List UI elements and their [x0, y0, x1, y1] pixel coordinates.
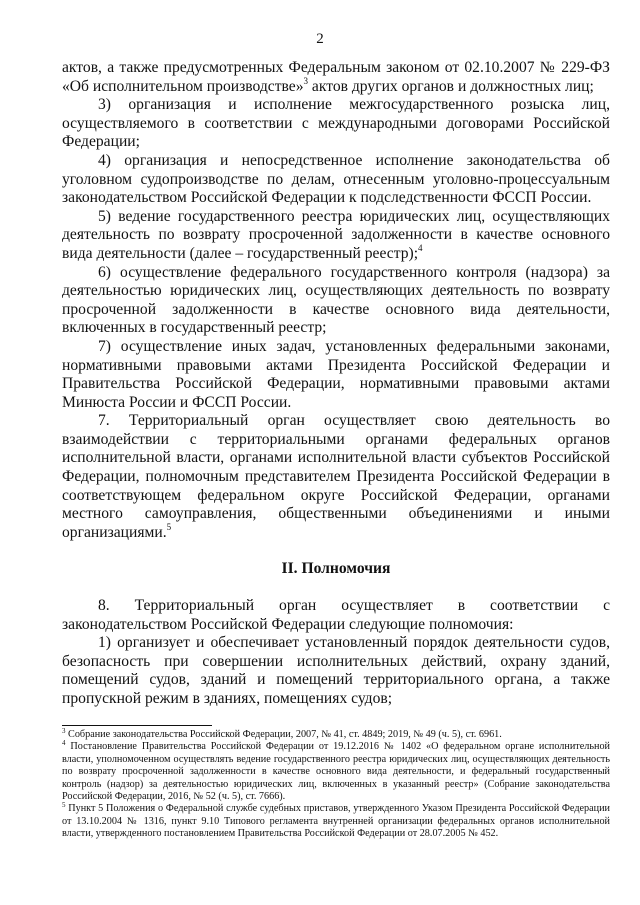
footnote: $^3$ Собрание законодательства Российской Федерации, 2007, № 41, ст. 4849; 2019, № 49 (ч. 5), ст. 6961. [62, 727, 502, 740]
paragraph-item-6: 6) осуществление федерального государственного контроля (надзора) за деятельностью юридических лиц, осуществляющих деятельность по возврату просроченной задолженности в качестве основного вида деятельности, включенных в государственный реестр; [62, 263, 610, 337]
footnote-ref: 4 [418, 242, 423, 253]
paragraph-item-3: 3) организация и исполнение межгосударственного розыска лиц, осуществляемого в соответствии с международными договорами Российской Федерации; [62, 96, 610, 151]
paragraph-clause-8: 8. Территориальный орган осуществляет в соответствии с законодательством Российской Федерации следующие полномочия: [62, 597, 610, 633]
section-heading: II. Полномочия [281, 560, 391, 578]
footnote: $^4$ Постановление Правительства Российской Федерации от 19.12.2016 № 1402 «О федеральном органе исполнительной власти, уполномоченном осуществлять ведение государственного реестра юридических лиц, осуществляющих деятельность по возврату просроченной задолженности в качестве основного вида деятельности, и федеральный государственный контроль (надзор) за деятельностью юридических лиц, включенных в указанный реестр» (Собрание законодательства Российской Федерации, 2016, № 52 (ч. 5), ст. 7666). [62, 739, 610, 803]
footnotes [62, 729, 610, 841]
page-number: 2 [316, 31, 324, 47]
document-body [62, 59, 610, 709]
paragraph-item-4: 4) организация и непосредственное исполнение законодательства об уголовном судопроизводстве по делам, отнесенным уголовно-процессуальным законодательством Российской Федерации к подследственности ФССП России. [62, 151, 610, 207]
paragraph-item-7: 7) осуществление иных задач, установленных федеральными законами, нормативными правовыми актами Президента Российской Федерации и Правительства Российской Федерации, нормативными правовыми актами Минюста России и ФССП России. [62, 337, 610, 411]
footnote-ref: 3 [303, 75, 309, 86]
footnote-ref: 5 [166, 521, 172, 532]
paragraph-continuation: актов, а также предусмотренных Федеральным законом от 02.10.2007 № 229-ФЗ «Об исполнительном производстве»$^3$ актов других органов и должностных лиц; [62, 59, 610, 95]
paragraph-clause-7: 7. Территориальный орган осуществляет свою деятельность во взаимодействии с территориальными органами федеральных органов исполнительной власти, органами исполнительной власти субъектов Российской Федерации, полномочным представителем Президента Российской Федерации в соответствующем федеральном округе Российской Федерации, органами местного самоуправления, общественными объединениями и иными организациями.$^5$ [62, 412, 610, 541]
paragraph-item-5: 5) ведение государственного реестра юридических лиц, осуществляющих деятельность по возврату просроченной задолженности в качестве основного вида деятельности (далее – государственный реестр);$^4$ [62, 207, 610, 262]
paragraph-item-8-1: 1) организует и обеспечивает установленный порядок деятельности судов, безопасность при совершении исполнительных действий, охрану зданий, помещений судов, зданий и помещений территориального органа, а также пропускной режим в зданиях, помещениях судов; [62, 634, 610, 707]
footnote-separator [62, 725, 212, 726]
footnote: $^5$ Пункт 5 Положения о Федеральной службе судебных приставов, утвержденного Указом Президента Российской Федерации от 13.10.2004 № 1316, пункт 9.10 Типового регламента внутренней организации федеральных органов исполнительной власти, утвержденного постановлением Правительства Российской Федерации от 28.07.2005 № 452. [62, 801, 610, 840]
